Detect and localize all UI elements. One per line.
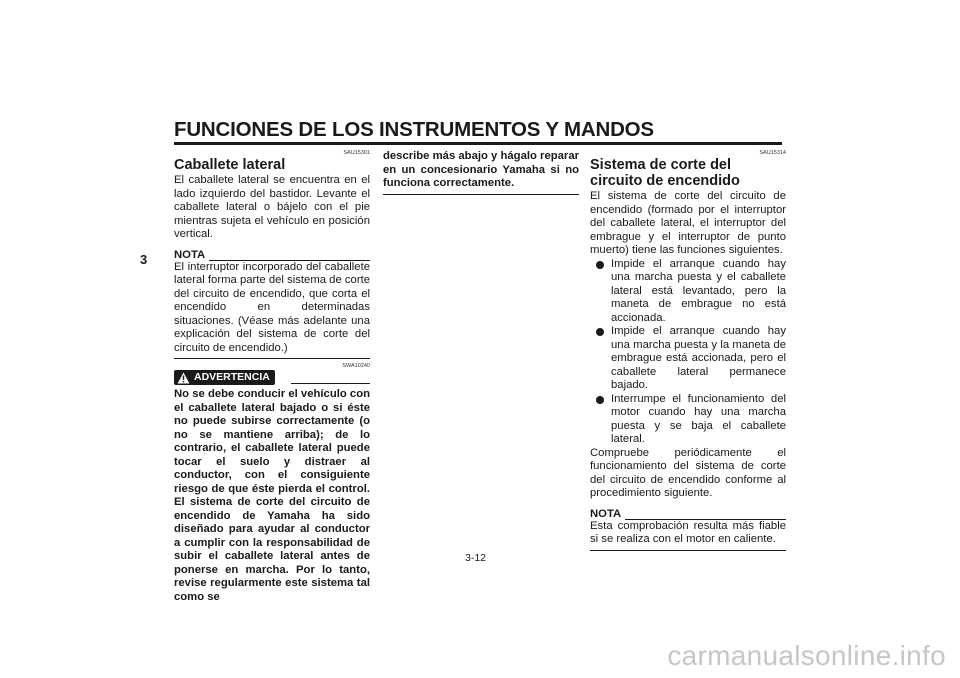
bullet-icon xyxy=(596,328,604,336)
list-item-text: Impide el arranque cuando hay una marcha puesta y la maneta de embrague está accionada, pero el caballete lateral permanece bajado. xyxy=(611,325,786,391)
section-code: SAU15314 xyxy=(759,150,786,156)
nota-label: NOTA xyxy=(590,507,622,520)
header-rule xyxy=(174,142,782,145)
warning-code: SWA10240 xyxy=(342,363,370,369)
list-item-text: Interrumpe el funcionamiento del motor cuando hay una marcha puesta y se baja el caballete lateral. xyxy=(611,392,786,445)
warning-text-continued: describe más abajo y hágalo reparar en un concesionario Yamaha si no funciona correctamente. xyxy=(383,150,579,189)
warning-badge xyxy=(174,370,275,385)
warning-heading xyxy=(174,370,370,385)
nota-text: Esta comprobación resulta más fiable si se realiza con el motor en caliente. xyxy=(590,519,786,545)
bullet-icon xyxy=(596,396,604,404)
page-header xyxy=(174,118,782,142)
column-2 xyxy=(383,150,579,195)
nota-end-rule xyxy=(174,358,370,359)
watermark: carmanualsonline.info xyxy=(667,640,946,671)
column-3 xyxy=(590,150,786,551)
list-item-text: Impide el arranque cuando hay una marcha puesta y el caballete lateral está levantado, pero la maneta de embrague no está accionada. xyxy=(611,257,786,324)
warning-end-rule xyxy=(383,194,579,195)
warning-label: ADVERTENCIA xyxy=(194,371,270,383)
bullet-icon xyxy=(596,261,604,269)
page-number: 3-12 xyxy=(465,552,487,564)
warning-triangle-icon xyxy=(177,372,190,384)
section-title-caballete: Caballete lateral xyxy=(174,157,286,173)
page-title: FUNCIONES DE LOS INSTRUMENTOS Y MANDOS xyxy=(174,118,654,141)
section-code: SAU15301 xyxy=(343,150,370,156)
nota-divider xyxy=(209,253,370,261)
nota-end-rule xyxy=(590,550,786,551)
list-item xyxy=(596,325,786,393)
nota-heading xyxy=(174,248,370,261)
sistema-closing: Compruebe periódicamente el funcionamiento del sistema de corte del circuito de encendido conforme al procedimiento siguiente. xyxy=(590,446,786,499)
nota-heading xyxy=(590,507,786,520)
column-1 xyxy=(174,150,370,604)
warning-text: No se debe conducir el vehículo con el caballete lateral bajado o si éste no puede subirse correctamente (o no se mantiene arriba); de lo contrario, el caballete lateral puede tocar el suelo y distraer al conductor, con el consiguiente riesgo de que éste pierda el control. El sistema de corte del circuito de encendido de Yamaha ha sido diseñado para ayudar al conductor a cumplir con la responsabilidad de subir el caballete lateral antes de ponerse en marcha. Por lo tanto, revise regularmente este sistema tal como se xyxy=(174,388,370,603)
list-item xyxy=(596,393,786,447)
nota-label: NOTA xyxy=(174,248,206,261)
section-title-sistema: Sistema de corte del circuito de encendido xyxy=(590,157,740,189)
function-list xyxy=(596,258,786,447)
nota-text: El interruptor incorporado del caballete lateral forma parte del sistema de corte del circuito de encendido, que corta el encendido en determinadas situaciones. (Véase más adelante una explicación del sistema de corte del circuito de encendido.) xyxy=(174,260,370,354)
caballete-paragraph: El caballete lateral se encuentra en el lado izquierdo del bastidor. Levante el caballete lateral o bájelo con el pie mientras sujeta el vehículo en posición vertical. xyxy=(174,174,370,240)
warning-divider xyxy=(291,383,370,384)
sistema-intro: El sistema de corte del circuito de encendido (formado por el interruptor del caballete lateral, el interruptor del embrague y el interruptor de punto muerto) tiene las funciones siguientes. xyxy=(590,190,786,256)
chapter-tab: 3 xyxy=(140,252,148,267)
nota-divider xyxy=(625,512,786,520)
list-item xyxy=(596,258,786,326)
